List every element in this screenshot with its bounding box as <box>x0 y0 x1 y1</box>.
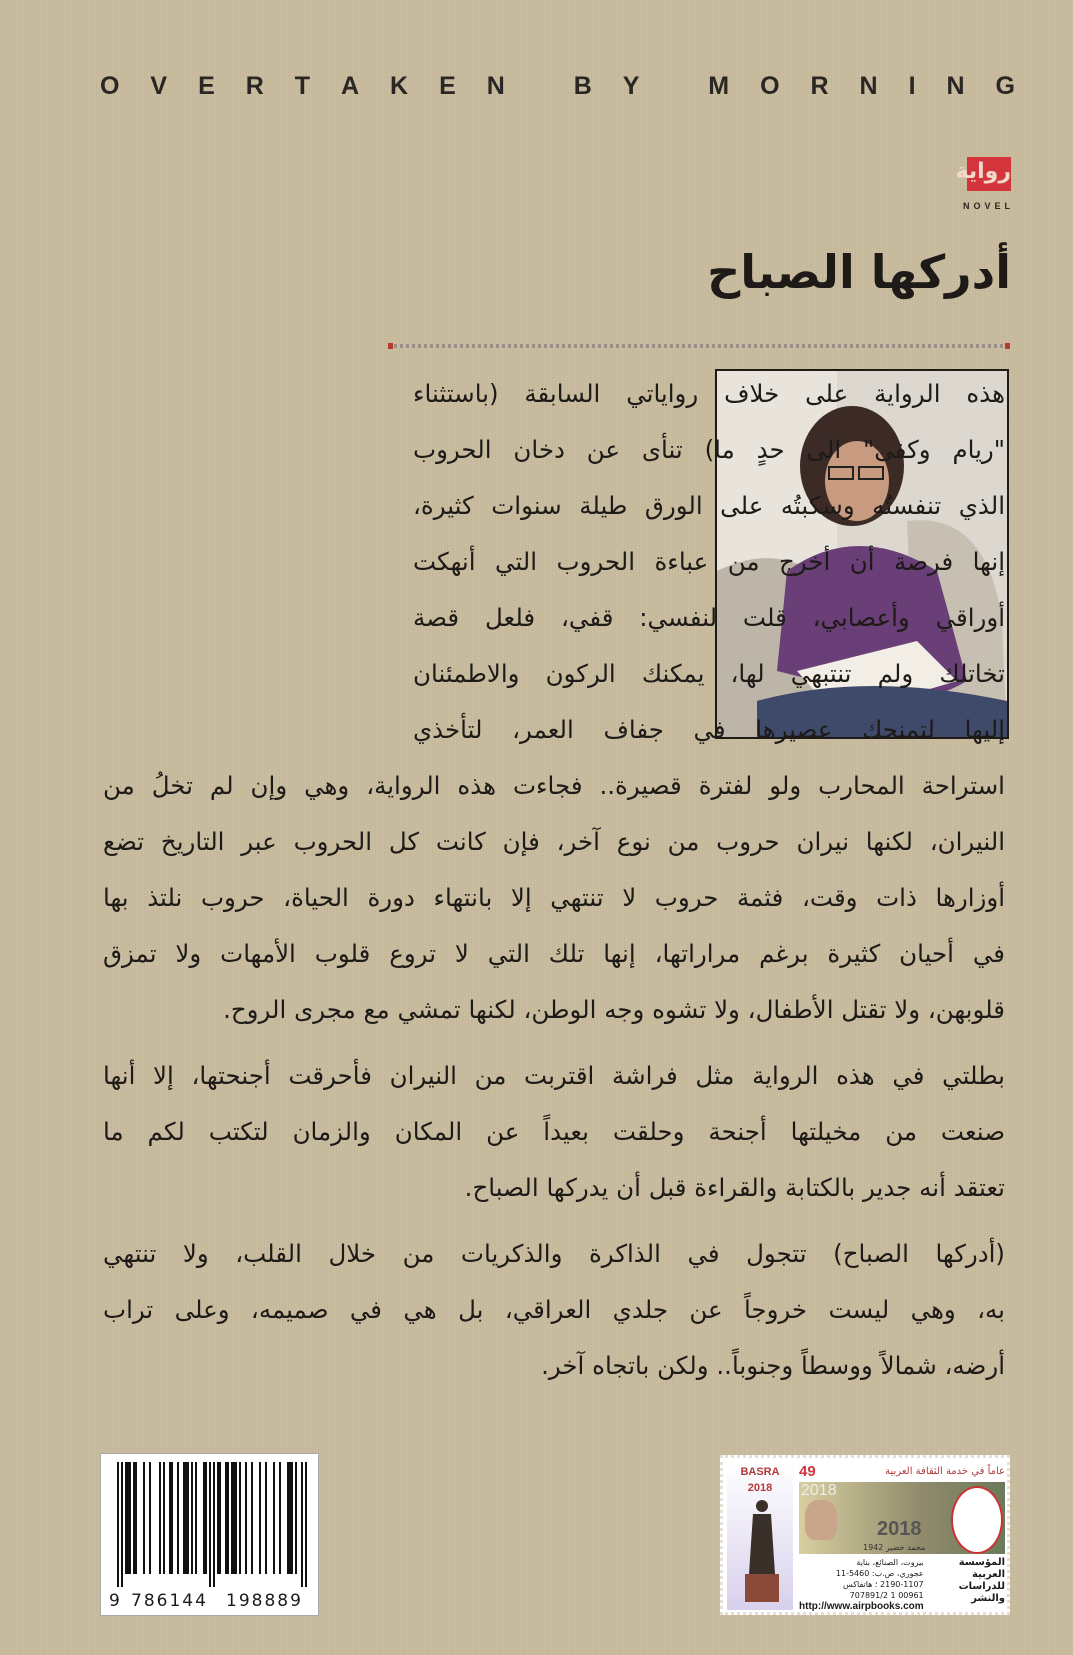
basra-stamp-panel <box>727 1462 793 1610</box>
title-letter: O <box>100 72 120 100</box>
arabic-title: أدركها الصباح <box>707 245 1011 299</box>
barcode-bar <box>125 1462 127 1574</box>
barcode-bar <box>295 1462 297 1574</box>
portrait <box>805 1500 837 1540</box>
barcode-bar <box>195 1462 197 1574</box>
barcode-bar <box>185 1462 187 1574</box>
publisher-logo <box>955 157 1011 191</box>
barcode-bar <box>227 1462 229 1574</box>
title-letter: Y <box>622 72 640 100</box>
isbn-barcode <box>100 1453 319 1616</box>
barcode-bar <box>163 1462 165 1574</box>
blurb-line: (أدركها الصباح) تتجول في الذاكرة والذكريات من خلال القلب، ولا تنتهي <box>103 1239 1005 1268</box>
publisher-stamp <box>720 1455 1010 1615</box>
stamp-city: BASRA <box>740 1466 780 1478</box>
barcode-bar <box>129 1462 131 1574</box>
stamp-image <box>799 1482 1005 1554</box>
barcode-bar <box>133 1462 135 1574</box>
blurb-line: صنعت من مخيلتها أجنحة وحلقت بعيداً عن المكان والزمان لتكتب لكم ما <box>103 1117 1005 1146</box>
barcode-prefix-digit: 9 <box>109 1591 120 1611</box>
title-letter: G <box>995 72 1015 100</box>
barcode-bar <box>225 1462 227 1574</box>
barcode-bar <box>117 1462 119 1587</box>
barcode-bar <box>159 1462 161 1574</box>
title-letter: A <box>341 72 360 100</box>
barcode-bar <box>121 1462 123 1587</box>
blurb <box>103 366 1005 1394</box>
stamp-header: عاماً في خدمة الثقافة العربية <box>885 1465 1005 1477</box>
barcode-bar <box>135 1462 137 1574</box>
stamp-year-large: 2018 <box>877 1518 922 1540</box>
barcode-bar <box>291 1462 293 1574</box>
barcode-bar <box>183 1462 185 1574</box>
blurb-line: تعتقد أنه جدير بالكتابة والقراءة قبل أن يدركها الصباح. <box>464 1173 1005 1202</box>
blurb-line: إليها لتمنحك عصيرها في جفاف العمر، لتأخذي <box>413 715 1005 744</box>
title-letter: B <box>573 72 592 100</box>
title-letter: M <box>708 72 730 100</box>
title-letter: N <box>486 72 505 100</box>
barcode-bar <box>127 1462 129 1574</box>
barcode-digits <box>109 1591 314 1611</box>
stamp-honoree: محمد خضير 1942 <box>863 1543 926 1552</box>
blurb-line: أوراقي وأعصابي، قلت لنفسي: قفي، فلعل قصة <box>413 603 1005 632</box>
publisher-name-line: المؤسسة <box>958 1557 1005 1568</box>
title-letter: N <box>859 72 878 100</box>
barcode-bar <box>265 1462 267 1574</box>
barcode-bar <box>213 1462 215 1587</box>
title-letter: R <box>245 72 264 100</box>
publisher-name-line: والنشر <box>971 1593 1005 1604</box>
barcode-bars <box>109 1462 314 1587</box>
address-line: 00961 1 707891/2 <box>849 1591 924 1600</box>
barcode-bar <box>233 1462 235 1574</box>
title-letter: T <box>294 72 311 100</box>
blurb-line: تخاتلك ولم تنتبهي لها، يمكنك الركون والاطمئنان <box>413 659 1005 688</box>
publisher-emblem <box>951 1486 1003 1554</box>
barcode-bar <box>177 1462 179 1574</box>
publisher-name-line: للدراسات <box>958 1581 1005 1592</box>
barcode-bar <box>217 1462 219 1574</box>
title-letter: N <box>946 72 965 100</box>
blurb-line: النيران، لكنها نيران حروب من نوع آخر، فإن كانت كل الحروب عبر التاريخ تضع <box>103 827 1005 856</box>
barcode-bar <box>289 1462 291 1574</box>
logo-label: NOVEL <box>963 201 1015 211</box>
barcode-bar <box>287 1462 289 1574</box>
barcode-left-digits: 786144 <box>131 1591 208 1611</box>
blurb-line: أرضه، شمالاً ووسطاً وجنوباً.. ولكن باتجاه آخر. <box>541 1351 1005 1380</box>
address-line: بيروت، الصنائع، بناية <box>856 1558 924 1567</box>
barcode-bar <box>235 1462 237 1574</box>
blurb-line: الذي تنفستُه وسكبتُه على الورق طيلة سنوات كثيرة، <box>413 491 1005 520</box>
barcode-bar <box>203 1462 205 1574</box>
title-letter: E <box>198 72 215 100</box>
english-title <box>100 72 1015 101</box>
stamp-year: 2018 <box>801 1482 837 1499</box>
barcode-bar <box>143 1462 145 1574</box>
address-line: عجوري، ص.ب: 5460-11 <box>835 1569 924 1578</box>
barcode-bar <box>305 1462 307 1587</box>
title-letter: V <box>150 72 168 100</box>
logo-text: رواية <box>955 159 1011 184</box>
barcode-bar <box>239 1462 241 1574</box>
barcode-bar <box>219 1462 221 1574</box>
barcode-bar <box>231 1462 233 1574</box>
address-line: 2190-1107 ؛ هاتفاكس <box>843 1580 924 1589</box>
blurb-line: هذه الرواية على خلاف رواياتي السابقة (باستثناء <box>413 379 1005 408</box>
barcode-bar <box>251 1462 253 1574</box>
blurb-line: به، وهي ليست خروجاً عن جلدي العراقي، بل هي في صميمه، وعلى تراب <box>103 1295 1005 1324</box>
title-letter: K <box>390 72 409 100</box>
blurb-line: استراحة المحارب ولو لفترة قصيرة.. فجاءت هذه الرواية، وهي وإن لم تخلُ من <box>103 771 1005 800</box>
barcode-bar <box>301 1462 303 1587</box>
title-letter <box>536 72 543 101</box>
title-letter <box>670 72 677 101</box>
dotted-divider <box>388 344 1010 348</box>
barcode-bar <box>245 1462 247 1574</box>
title-letter: E <box>439 72 456 100</box>
title-letter: I <box>908 72 916 100</box>
stamp-city-year: 2018 <box>747 1482 773 1494</box>
barcode-bar <box>169 1462 171 1574</box>
barcode-bar <box>259 1462 261 1574</box>
barcode-bar <box>205 1462 207 1574</box>
barcode-bar <box>191 1462 193 1574</box>
blurb-line: "ريام وكفى" الى حدٍ ما) تنأى عن دخان الحروب <box>413 435 1005 464</box>
publisher-name-line: العربية <box>972 1569 1005 1580</box>
barcode-bar <box>209 1462 211 1587</box>
barcode-bar <box>273 1462 275 1574</box>
barcode-bar <box>149 1462 151 1574</box>
title-letter: O <box>760 72 780 100</box>
blurb-line: بطلتي في هذه الرواية مثل فراشة اقتربت من النيران فأحرقت أجنحتها، إلا أنها <box>103 1061 1005 1090</box>
blurb-line: قلوبهن، ولا تقتل الأطفال، ولا تشوه وجه الوطن، لكنها تمشي مع مجرى الروح. <box>223 995 1005 1024</box>
publisher-url: http://www.airpbooks.com <box>799 1601 924 1612</box>
barcode-bar <box>279 1462 281 1574</box>
title-letter: R <box>810 72 829 100</box>
statue-icon <box>735 1494 785 1604</box>
barcode-bar <box>187 1462 189 1574</box>
barcode-bar <box>171 1462 173 1574</box>
blurb-line: في أحيان كثيرة برغم مراراتها، إنها تلك التي لا تروع قلوب الأمهات ولا تمزق <box>103 939 1005 968</box>
blurb-line: أوزارها ذات وقت، فثمة حروب لا تنتهي إلا بانتهاء دورة الحياة، حروب نلتذ بها <box>103 883 1005 912</box>
blurb-line: إنها فرصة أن أخرج من عباءة الحروب التي أنهكت <box>413 547 1005 576</box>
stamp-number: 49 <box>799 1462 816 1480</box>
barcode-right-digits: 198889 <box>226 1591 303 1611</box>
